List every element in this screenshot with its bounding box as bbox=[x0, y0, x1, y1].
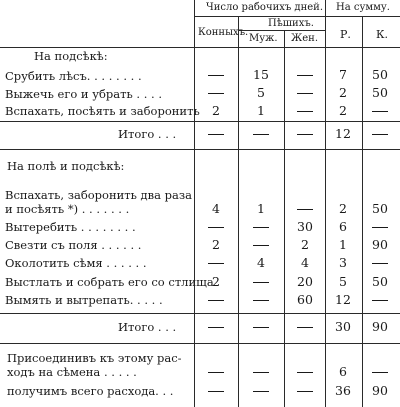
cell-male bbox=[241, 385, 281, 398]
row-label: Вспахать, посѣять и заборонить bbox=[5, 104, 200, 118]
dash-mark bbox=[208, 391, 224, 393]
rule-under-foot-header bbox=[238, 30, 325, 31]
cell-kop: 50 bbox=[372, 67, 388, 82]
rule-before-total-2 bbox=[0, 313, 400, 314]
header-work-days: Число рабочихъ дней. bbox=[206, 2, 323, 13]
cell-male bbox=[241, 128, 281, 141]
rule-after-horse bbox=[238, 16, 239, 407]
cell-horse: 2 bbox=[212, 103, 220, 118]
rule-after-total-1 bbox=[0, 149, 400, 150]
dash-mark bbox=[297, 372, 313, 374]
cell-rub: 6 bbox=[339, 219, 347, 234]
header-horse: Конныхъ. bbox=[198, 27, 249, 38]
dash-mark bbox=[253, 372, 269, 374]
cell-rub: 3 bbox=[339, 255, 347, 270]
cell-horse bbox=[196, 128, 236, 141]
cell-horse bbox=[196, 321, 236, 334]
row-label: Вспахать, заборонить два раза bbox=[5, 188, 192, 202]
row-label: Вытеребить . . . . . . . . bbox=[5, 220, 136, 234]
cell-rub: 30 bbox=[335, 319, 351, 334]
cell-female: 20 bbox=[297, 274, 313, 289]
cell-kop bbox=[360, 366, 400, 379]
dash-mark bbox=[372, 300, 388, 302]
row-label: Срубить лѣсъ. . . . . . . . bbox=[5, 69, 142, 83]
cell-horse bbox=[196, 294, 236, 307]
cell-male: 5 bbox=[257, 85, 265, 100]
dash-mark bbox=[297, 209, 313, 211]
cell-horse: 4 bbox=[212, 201, 220, 216]
dash-mark bbox=[297, 391, 313, 393]
cell-horse bbox=[196, 257, 236, 270]
row-label: Присоединивъ къ этому рас- bbox=[7, 351, 182, 365]
cell-kop bbox=[360, 105, 400, 118]
dash-mark bbox=[297, 93, 313, 95]
cell-horse bbox=[196, 221, 236, 234]
cell-male bbox=[241, 239, 281, 252]
header-male: Муж. bbox=[249, 33, 278, 44]
cell-female bbox=[285, 105, 325, 118]
cell-kop bbox=[360, 257, 400, 270]
cell-male bbox=[241, 276, 281, 289]
cell-kop bbox=[360, 128, 400, 141]
cell-horse bbox=[196, 366, 236, 379]
cell-rub: 7 bbox=[339, 67, 347, 82]
row-label: Околотить сѣмя . . . . . . bbox=[5, 256, 147, 270]
dash-mark bbox=[208, 227, 224, 229]
row-label: получимъ всего расхода. . . bbox=[7, 384, 174, 398]
dash-mark bbox=[253, 391, 269, 393]
dash-mark bbox=[253, 227, 269, 229]
cell-kop bbox=[360, 221, 400, 234]
dash-mark bbox=[297, 75, 313, 77]
cell-horse bbox=[196, 87, 236, 100]
cell-rub: 6 bbox=[339, 364, 347, 379]
cell-male: 4 bbox=[257, 255, 265, 270]
dash-mark bbox=[372, 372, 388, 374]
cell-female: 2 bbox=[301, 237, 309, 252]
cell-rub: 2 bbox=[339, 85, 347, 100]
cell-female: 4 bbox=[301, 255, 309, 270]
row-label: Свезти съ поля . . . . . . bbox=[5, 238, 142, 252]
header-rub: Р. bbox=[340, 28, 351, 41]
cell-kop: 90 bbox=[372, 237, 388, 252]
rule-under-top-header bbox=[194, 16, 400, 17]
dash-mark bbox=[372, 227, 388, 229]
cell-male bbox=[241, 221, 281, 234]
dash-mark bbox=[253, 300, 269, 302]
dash-mark bbox=[297, 327, 313, 329]
cell-rub: 5 bbox=[339, 274, 347, 289]
cell-female bbox=[285, 203, 325, 216]
rule-under-header bbox=[0, 47, 400, 48]
cell-female bbox=[285, 366, 325, 379]
dash-mark bbox=[372, 111, 388, 113]
row-label-continued: и посѣять *) . . . . . . . bbox=[5, 202, 130, 216]
cell-kop: 90 bbox=[372, 319, 388, 334]
cell-horse: 2 bbox=[212, 237, 220, 252]
cell-female bbox=[285, 321, 325, 334]
row-label-continued: ходъ на сѣмена . . . . . bbox=[7, 365, 137, 379]
cell-male bbox=[241, 366, 281, 379]
cell-male bbox=[241, 294, 281, 307]
rule-left-of-columns bbox=[194, 0, 195, 407]
cell-kop: 90 bbox=[372, 383, 388, 398]
cell-kop: 50 bbox=[372, 201, 388, 216]
header-foot: Пѣшихъ. bbox=[268, 18, 314, 29]
dash-mark bbox=[253, 134, 269, 136]
cell-rub: 2 bbox=[339, 103, 347, 118]
dash-mark bbox=[208, 300, 224, 302]
total-label: Итого . . . bbox=[118, 320, 177, 334]
dash-mark bbox=[208, 327, 224, 329]
cell-kop bbox=[360, 294, 400, 307]
dash-mark bbox=[253, 245, 269, 247]
cell-male: 1 bbox=[257, 103, 265, 118]
header-female: Жен. bbox=[291, 33, 318, 44]
dash-mark bbox=[208, 134, 224, 136]
dash-mark bbox=[208, 263, 224, 265]
cell-rub: 12 bbox=[335, 126, 351, 141]
dash-mark bbox=[253, 282, 269, 284]
cell-rub: 2 bbox=[339, 201, 347, 216]
cell-female bbox=[285, 128, 325, 141]
cell-horse bbox=[196, 385, 236, 398]
cell-female: 60 bbox=[297, 292, 313, 307]
cell-rub: 1 bbox=[339, 237, 347, 252]
dash-mark bbox=[297, 134, 313, 136]
section-title-1: На подсѣкѣ: bbox=[34, 49, 108, 63]
row-label: Выжечь его и убрать . . . . bbox=[5, 87, 163, 101]
total-label: Итого . . . bbox=[118, 127, 177, 141]
dash-mark bbox=[372, 134, 388, 136]
cell-female: 30 bbox=[297, 219, 313, 234]
cell-female bbox=[285, 69, 325, 82]
row-label: Выстлать и собрать его со стлища bbox=[5, 275, 214, 289]
section-title-2: На полѣ и подсѣкѣ: bbox=[7, 159, 125, 173]
cell-rub: 12 bbox=[335, 292, 351, 307]
rule-after-total-2 bbox=[0, 343, 400, 344]
cell-horse: 2 bbox=[212, 274, 220, 289]
dash-mark bbox=[208, 372, 224, 374]
cell-male bbox=[241, 321, 281, 334]
cell-kop: 50 bbox=[372, 85, 388, 100]
dash-mark bbox=[297, 111, 313, 113]
header-sum: На сумму. bbox=[336, 2, 390, 13]
cell-horse bbox=[196, 69, 236, 82]
dash-mark bbox=[208, 93, 224, 95]
cell-kop: 50 bbox=[372, 274, 388, 289]
cell-male: 1 bbox=[257, 201, 265, 216]
dash-mark bbox=[372, 263, 388, 265]
cell-male: 15 bbox=[253, 67, 269, 82]
dash-mark bbox=[253, 327, 269, 329]
dash-mark bbox=[208, 75, 224, 77]
header-kop: К. bbox=[376, 28, 389, 41]
cell-female bbox=[285, 87, 325, 100]
cell-rub: 36 bbox=[335, 383, 351, 398]
row-label: Вымять и вытрепать. . . . . bbox=[5, 293, 163, 307]
cell-female bbox=[285, 385, 325, 398]
rule-before-total-1 bbox=[0, 121, 400, 122]
